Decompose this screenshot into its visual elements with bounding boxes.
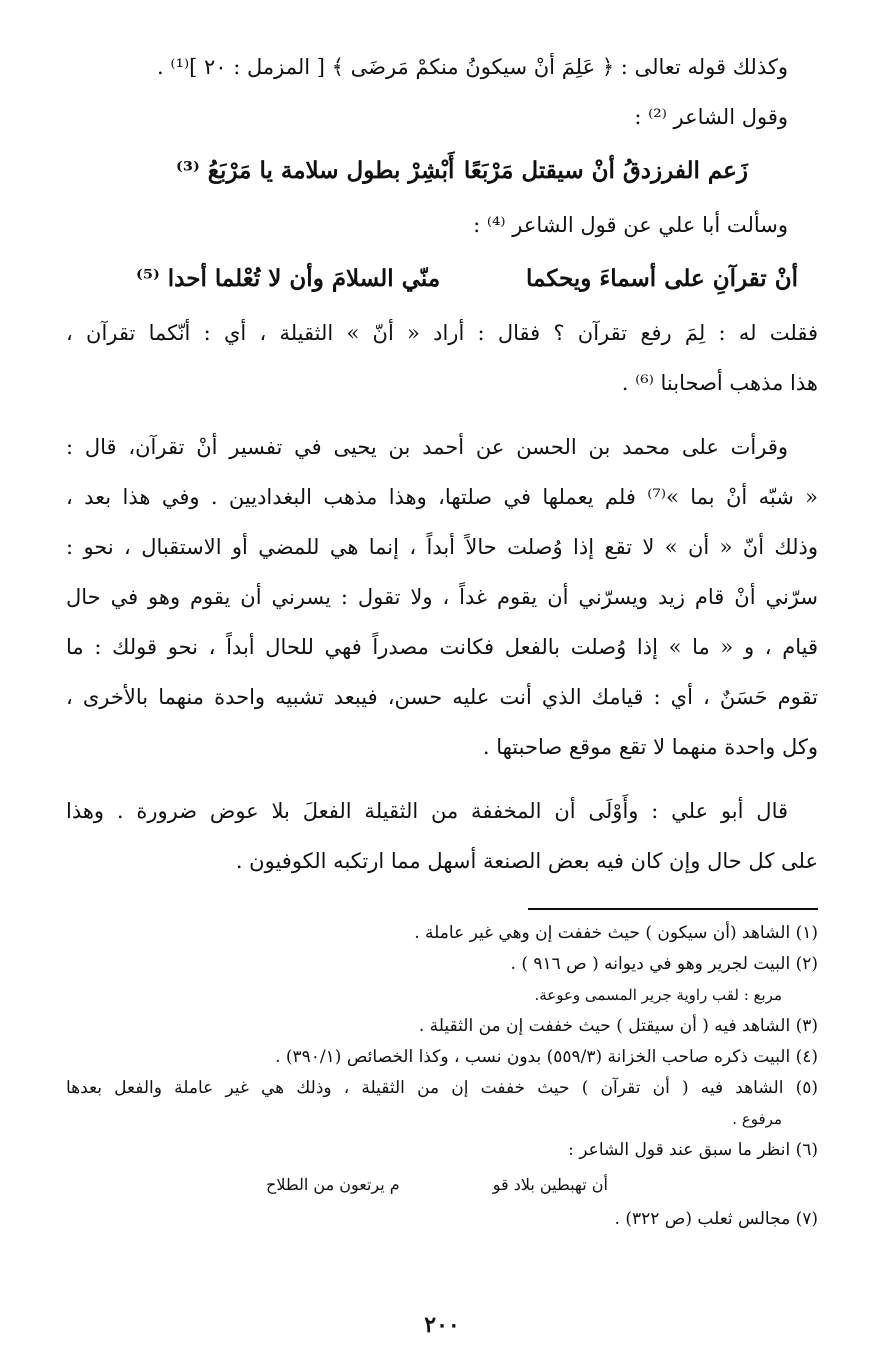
verse-second-hemistich: منّي السلامَ وأن لا تُعْلما أحدا ⁽⁵⁾ [136, 265, 441, 292]
footnote: (٥) الشاهد فيه ( أن تقرآن ) حيث خففت إن من الثقيلة ، وذلك هي غير عاملة والفعل بعدها [66, 1078, 818, 1098]
text-line: قال أبو علي : وأَوْلَى أن المخففة من الثقيلة الفعلَ بلا عوض ضرورة . وهذا [66, 799, 788, 823]
footnote: (٣) الشاهد فيه ( أن سيقتل ) حيث خففت إن من الثقيلة . [418, 1016, 818, 1036]
verse-second-hemistich: أَبْشِرْ بطول سلامة يا مَرْبَعُ ⁽³⁾ [176, 157, 455, 184]
text-line: وسألت أبا علي عن قول الشاعر ⁽⁴⁾ : [473, 213, 788, 237]
text-line: تقوم حَسَنٌ ، أي : قيامك الذي أنت عليه حسن، فيبعد تشبيه واحدة منهما بالأخرى ، [66, 685, 818, 709]
footnote-verse [66, 1166, 818, 1204]
footnote: (١) الشاهد (أن سيكون ) حيث خففت إن وهي غير عاملة . [414, 923, 818, 943]
footnote: (٦) انظر ما سبق عند قول الشاعر : [568, 1140, 818, 1160]
text-line: وذلك أنّ « أن » لا تقع إذا وُصلت حالاً أبداً ، إنما هي للمضي أو الاستقبال ، نحو : [66, 535, 818, 559]
paragraph-gap [66, 772, 818, 786]
footnotes [66, 918, 818, 1235]
verse [66, 250, 818, 308]
main-text [66, 42, 818, 886]
text-line: وقول الشاعر ⁽²⁾ : [634, 105, 788, 129]
footnote-continuation: مرفوع . [732, 1110, 782, 1128]
footnote-note: مربع : لقب راوية جرير المسمى وعوعة. [534, 986, 782, 1004]
footnote-verse-first: أن تهبطين بلاد قو [492, 1175, 608, 1194]
verse-first-hemistich: أنْ تقرآنِ على أسماءَ ويحكما [526, 265, 798, 292]
text-line: « شبّه أنْ بما »⁽⁷⁾ فلم يعملها في صلتها، وهذا مذهب البغداديين . وفي هذا بعد ، [66, 485, 819, 509]
footnote: (٧) مجالس ثعلب (ص ٣٢٢) . [614, 1209, 818, 1229]
verse [66, 142, 818, 200]
text-line: على كل حال وإن كان فيه بعض الصنعة أسهل مما ارتكبه الكوفيون . [235, 849, 818, 873]
text-line: قيام ، و « ما » إذا وُصلت بالفعل فكانت مصدراً فهي للحال أبداً ، نحو قولك : ما [66, 635, 818, 659]
footnote-verse-second: م يرتعون من الطلاح [266, 1175, 400, 1194]
page-number: ٢٠٠ [424, 1312, 460, 1338]
text-line: وقرأت على محمد بن الحسن عن أحمد بن يحيى في تفسير أنْ تقرآن، قال : [66, 435, 788, 459]
text-line: هذا مذهب أصحابنا ⁽⁶⁾ . [621, 371, 818, 395]
text-line: سرّني أنْ قام زيد ويسرّني أن يقوم غداً ، ولا تقول : يسرني أن يقوم وهو في حال [66, 585, 818, 609]
text-line: وكل واحدة منهما لا تقع موقع صاحبتها . [482, 735, 818, 759]
footnote: (٤) البيت ذكره صاحب الخزانة (٥٥٩/٣) بدون نسب ، وكذا الخصائص (٣٩٠/١) . [275, 1047, 818, 1067]
footnote-divider [528, 908, 818, 910]
paragraph-gap [66, 408, 818, 422]
verse-first-hemistich: زَعم الفرزدقُ أنْ سيقتل مَرْبَعًا [463, 157, 748, 184]
footnote: (٢) البيت لجرير وهو في ديوانه ( ص ٩١٦ ) . [510, 954, 818, 974]
text-line: فقلت له : لِمَ رفع تقرآن ؟ فقال : أراد « أنّ » الثقيلة ، أي : أنّكما تقرآن ، [66, 321, 818, 345]
text-line: وكذلك قوله تعالى : ﴿ عَلِمَ أنْ سيكونُ منكمْ مَرضَى ﴾ [ المزمل : ٢٠ ]⁽¹⁾ . [157, 55, 788, 79]
